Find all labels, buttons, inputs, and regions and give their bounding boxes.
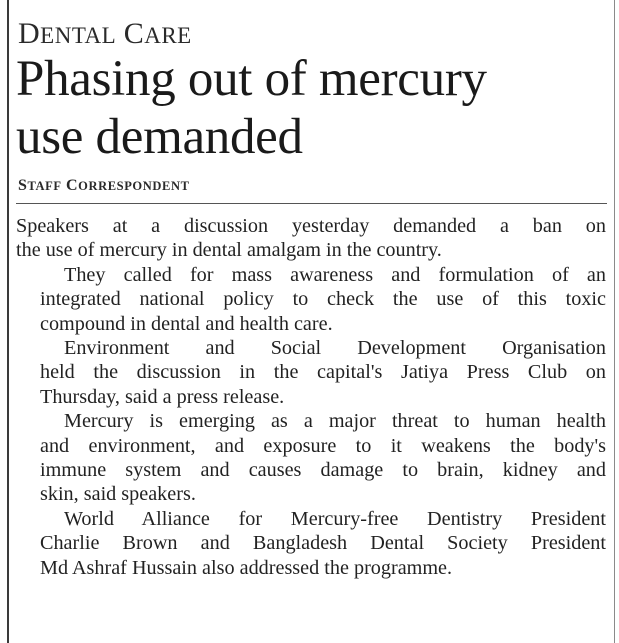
article-paragraph: [16, 409, 606, 507]
byline-rest: ORRESPONDENT: [78, 179, 190, 193]
text-line: and environment, and exposure to it weakens the body's: [40, 434, 606, 457]
kicker-letter: D: [18, 17, 41, 50]
headline: [16, 50, 606, 166]
kicker-rest: ENTAL: [40, 23, 117, 48]
article-body: [16, 214, 606, 580]
text-line: the use of mercury in dental amalgam in the country.: [16, 239, 442, 262]
article-paragraph: [16, 263, 606, 336]
column-rule-left: [7, 0, 9, 643]
text-line: Speakers at a discussion yesterday demanded a ban on: [16, 215, 606, 237]
byline-divider: [16, 203, 607, 204]
text-line: skin, said speakers.: [40, 483, 196, 506]
article-paragraph: [16, 507, 606, 580]
byline-letter: S: [18, 177, 28, 194]
article-paragraph: [16, 336, 606, 409]
text-line: World Alliance for Mercury-free Dentistry President: [64, 507, 606, 530]
byline: [18, 176, 190, 196]
text-line: Mercury is emerging as a major threat to human health: [64, 410, 606, 433]
section-kicker: [18, 16, 192, 54]
kicker-letter: C: [123, 17, 145, 50]
text-line: compound in dental and health care.: [40, 312, 333, 335]
article-paragraph: [16, 214, 606, 263]
text-line: They called for mass awareness and formulation of an: [64, 263, 606, 286]
column-rule-right: [614, 0, 615, 643]
text-line: Charlie Brown and Bangladesh Dental Society President: [40, 532, 606, 555]
text-line: Environment and Social Development Organisation: [64, 337, 606, 360]
text-line: integrated national policy to check the use of this toxic: [40, 288, 606, 311]
text-line: Md Ashraf Hussain also addressed the programme.: [40, 556, 453, 579]
text-line: immune system and causes damage to brain, kidney and: [40, 459, 606, 482]
byline-letter: C: [65, 177, 79, 194]
kicker-rest: ARE: [144, 23, 192, 48]
headline-line: Phasing out of mercury: [16, 51, 487, 107]
headline-line: use demanded: [16, 109, 303, 165]
text-line: held the discussion in the capital's Jatiya Press Club on: [40, 361, 606, 384]
text-line: Thursday, said a press release.: [40, 385, 285, 408]
byline-rest: TAFF: [27, 179, 62, 193]
